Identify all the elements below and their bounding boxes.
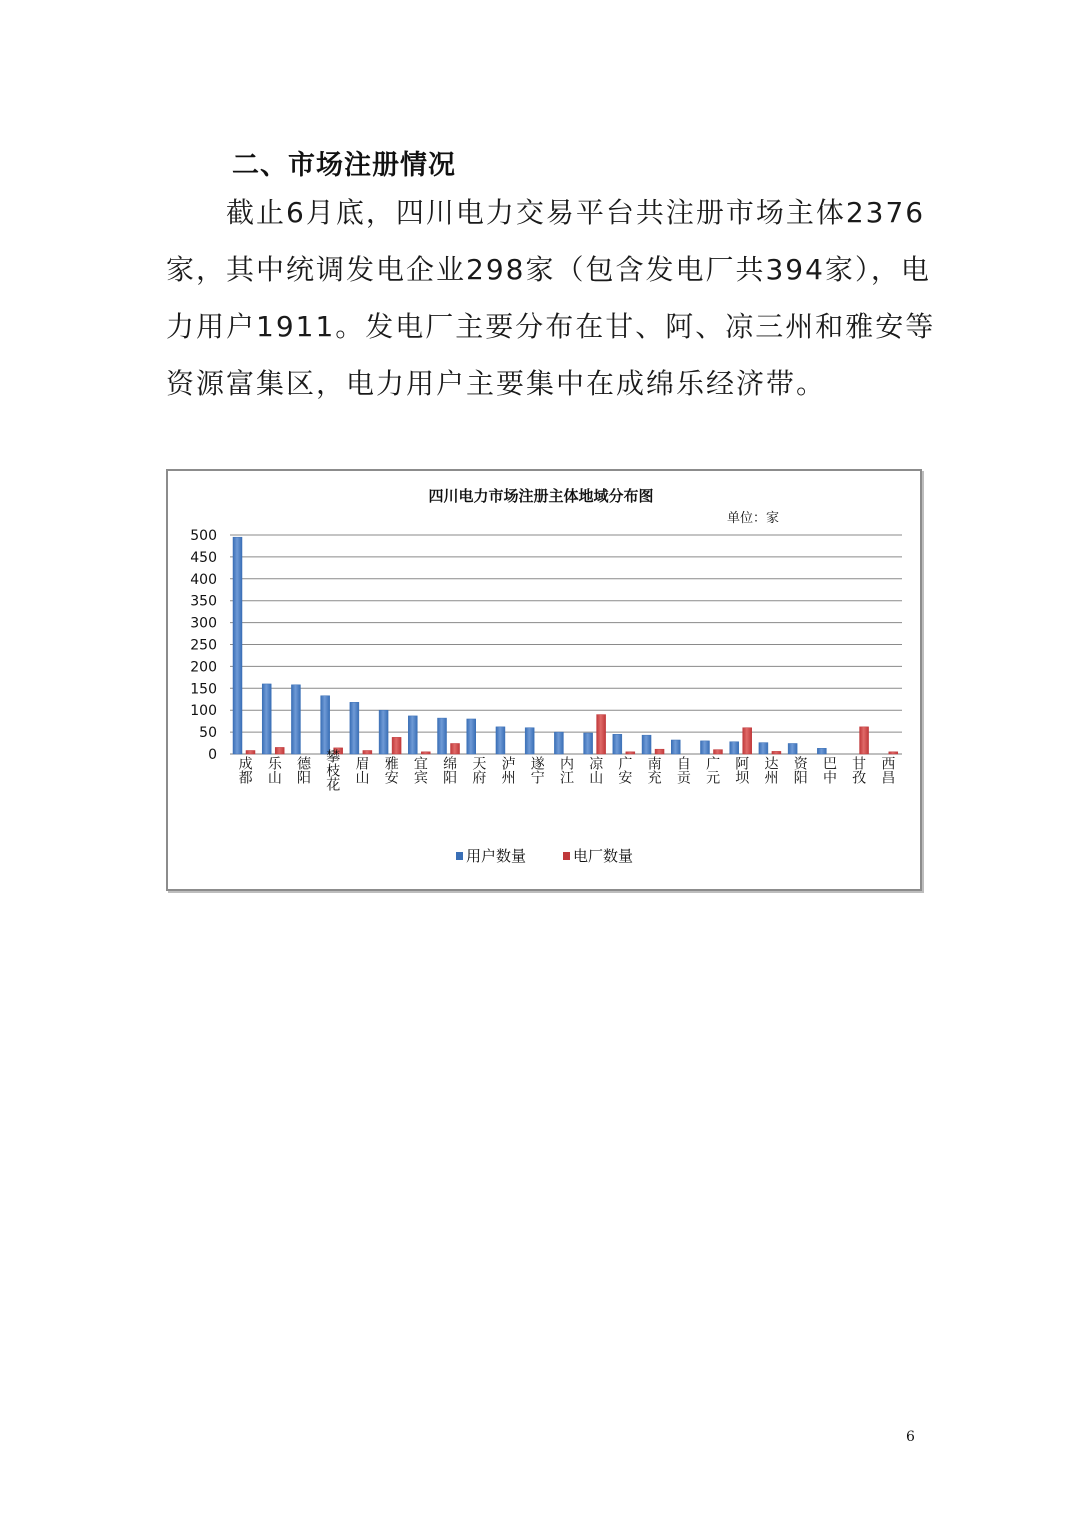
x-category-label: 攀枝花 (324, 749, 341, 791)
chart-container (166, 469, 922, 891)
x-category-label: 泸州 (499, 756, 516, 784)
chart-title: 四川电力市场注册主体地域分布图 (428, 487, 654, 505)
bar-plant-count (275, 747, 284, 754)
page-number: 6 (906, 1429, 915, 1445)
bar-user-count (467, 719, 476, 754)
legend-label-user: 用户数量 (466, 847, 527, 865)
x-category-label: 甘孜 (850, 756, 867, 784)
x-category-label: 天府 (470, 756, 487, 784)
bar-user-count (262, 684, 271, 754)
y-tick-label: 350 (190, 593, 217, 610)
bar-plant-count (363, 750, 372, 754)
bar-plant-count (246, 750, 255, 754)
bar-plant-count (713, 750, 722, 754)
bar-user-count (642, 735, 651, 754)
x-category-label: 内江 (558, 756, 574, 784)
bar-user-count (291, 685, 300, 754)
y-tick-label: 100 (190, 703, 217, 720)
bar-user-count (496, 727, 505, 754)
bar-plant-count (743, 728, 752, 754)
paragraph-line-1: 截止6月底，四川电力交易平台共注册市场主体2376 (166, 196, 926, 229)
x-category-label: 雅安 (382, 756, 399, 784)
x-category-label: 巴中 (820, 756, 837, 784)
bar-plant-count (421, 752, 430, 754)
bar-user-count (671, 740, 680, 754)
paragraph-line-4: 资源富集区，电力用户主要集中在成绵乐经济带。 (166, 367, 827, 400)
bar-user-count (700, 741, 709, 754)
x-category-label: 阿坝 (733, 756, 750, 784)
x-category-label: 宜宾 (411, 756, 428, 784)
y-tick-label: 300 (190, 615, 217, 632)
bar-plant-count (451, 743, 460, 754)
x-category-label: 达州 (762, 756, 779, 784)
bar-plant-count (772, 751, 781, 754)
bar-user-count (730, 742, 739, 754)
bar-user-count (233, 537, 242, 754)
bar-plant-count (597, 715, 606, 754)
bar-plant-count (655, 749, 664, 754)
x-category-label: 遂宁 (528, 756, 545, 784)
x-category-label: 德阳 (295, 756, 312, 784)
bar-user-count (525, 728, 534, 754)
x-category-label: 资阳 (791, 756, 808, 784)
bar-plant-count (626, 752, 635, 754)
y-tick-label: 150 (190, 681, 217, 698)
y-tick-label: 200 (190, 659, 217, 676)
chart-unit-note: 单位：家 (727, 511, 780, 526)
y-tick-label: 250 (190, 637, 217, 654)
bar-user-count (438, 718, 447, 754)
paragraph-line-2: 家，其中统调发电企业298家（包含发电厂共394家），电 (166, 253, 931, 286)
bar-user-count (613, 734, 622, 754)
bar-user-count (379, 710, 388, 754)
bar-chart (168, 471, 920, 889)
legend-label-plant: 电厂数量 (573, 847, 634, 865)
y-tick-label: 50 (199, 725, 217, 742)
bar-user-count (788, 743, 797, 754)
x-category-label: 眉山 (353, 756, 370, 784)
x-category-label: 乐山 (265, 756, 282, 784)
bar-user-count (759, 743, 768, 754)
x-category-label: 西昌 (879, 756, 896, 784)
bar-user-count (350, 702, 359, 754)
x-category-label: 南充 (645, 756, 662, 784)
y-tick-label: 400 (190, 571, 217, 588)
bar-plant-count (860, 727, 869, 754)
y-tick-label: 500 (190, 528, 217, 544)
paragraph-line-3: 力用户1911。发电厂主要分布在甘、阿、凉三州和雅安等 (166, 310, 936, 343)
bar-user-count (408, 716, 417, 754)
x-category-label: 绵阳 (441, 756, 458, 784)
bar-user-count (817, 748, 826, 754)
bar-user-count (554, 732, 563, 754)
x-category-label: 成都 (236, 756, 253, 784)
y-tick-label: 0 (208, 747, 217, 763)
y-tick-label: 450 (190, 549, 217, 566)
x-category-label: 凉山 (587, 756, 604, 784)
bar-user-count (321, 696, 330, 754)
bar-plant-count (392, 737, 401, 754)
legend-swatch-user (456, 852, 463, 860)
bar-plant-count (889, 752, 898, 754)
section-heading: 二、市场注册情况 (232, 150, 456, 181)
bar-user-count (584, 733, 593, 754)
x-category-label: 自贡 (674, 756, 691, 784)
x-category-label: 广元 (704, 756, 721, 784)
legend-swatch-plant (563, 852, 570, 860)
x-category-label: 广安 (616, 756, 633, 784)
